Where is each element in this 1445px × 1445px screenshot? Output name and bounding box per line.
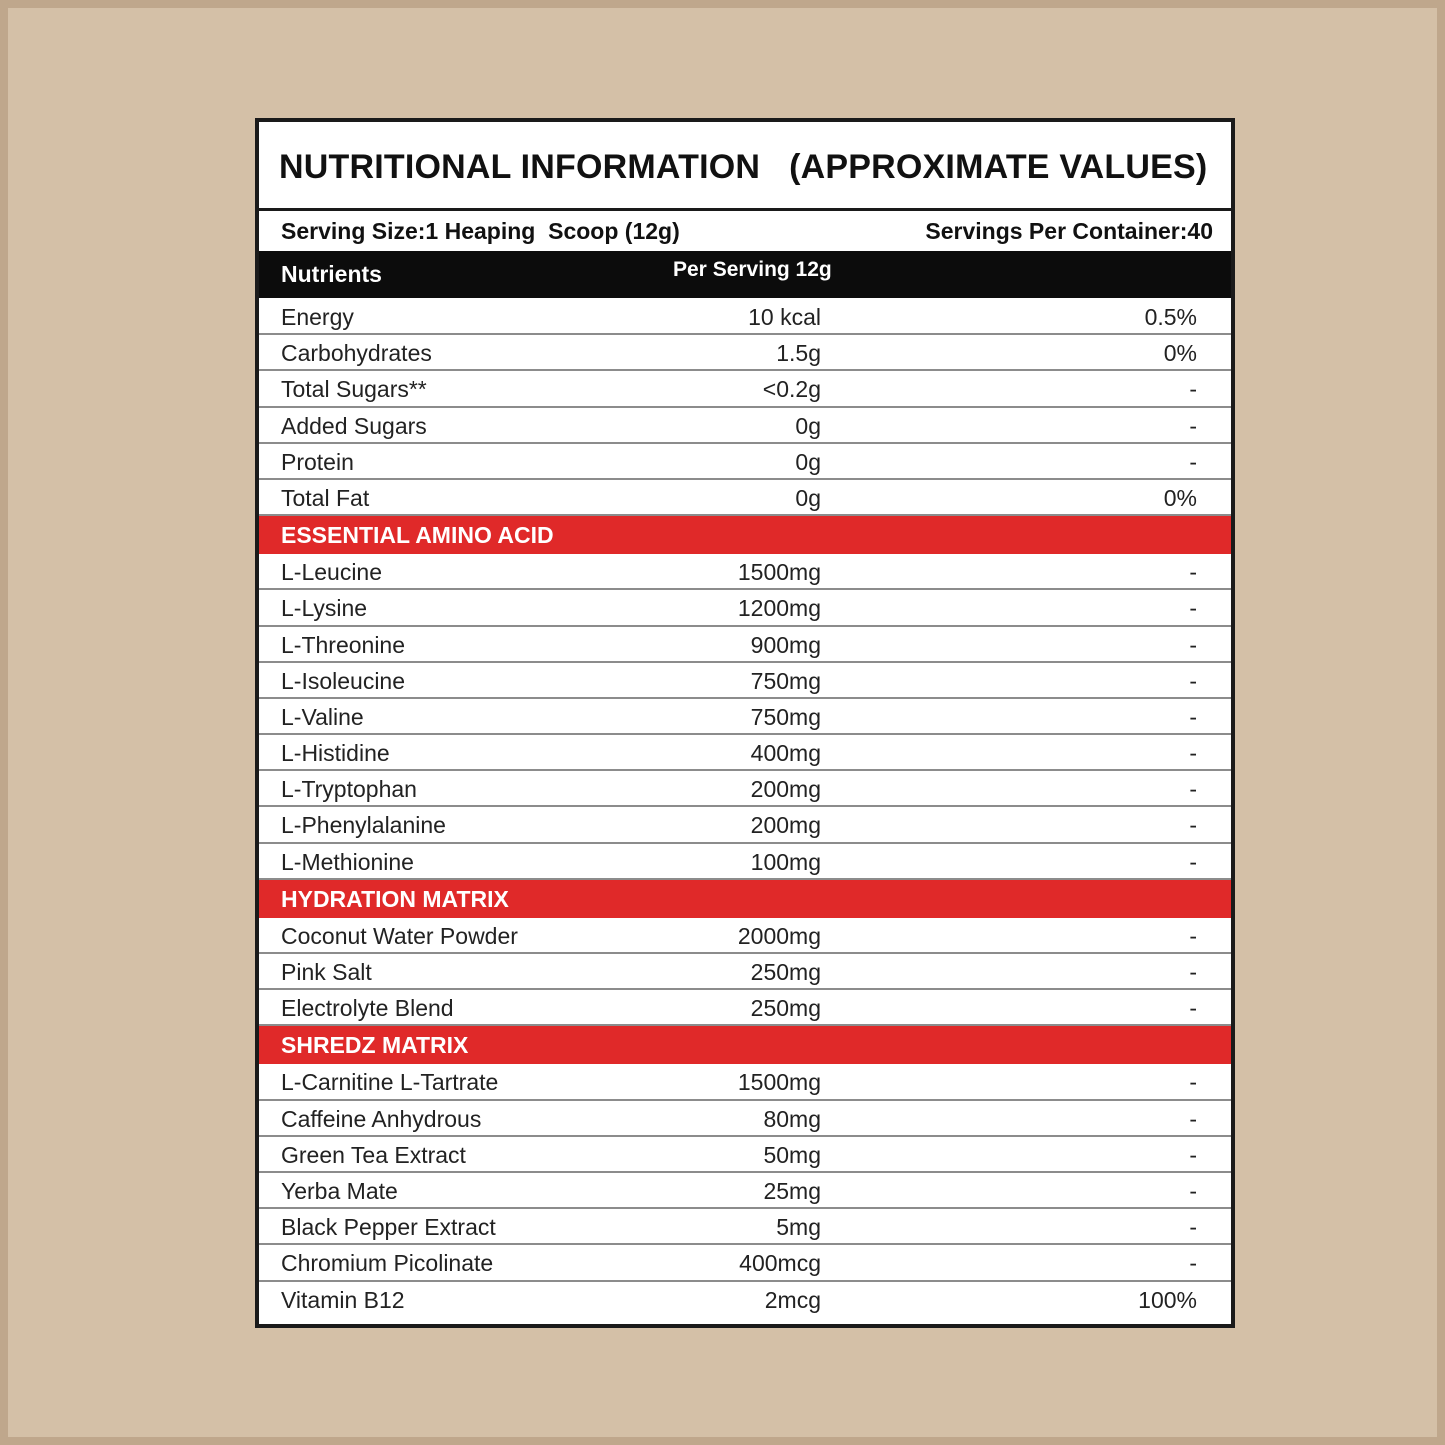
table-row [259,1173,1231,1209]
nutrient-amount: 200mg [750,812,821,839]
nutrient-amount: 250mg [750,959,821,985]
nutrient-name: L-Leucine [281,559,383,586]
nutrient-amount: 25mg [763,1177,821,1204]
nutrient-name: Black Pepper Extract [281,1214,496,1241]
per-serving-header: Per Serving 12g [673,258,832,281]
nutrient-name: Chromium Picolinate [281,1250,494,1277]
table-row [259,771,1231,807]
nutrient-amount: 750mg [750,703,821,730]
table-row [259,699,1231,735]
nutrient-name: L-Tryptophan [281,776,417,803]
nutrient-name: L-Threonine [281,631,406,658]
section-header-hydration [259,880,1231,918]
nutrient-amount: 1500mg [737,559,821,586]
servings-per-container: Servings Per Container:40 [925,218,1213,244]
daily-value: 0% [1163,340,1197,367]
table-row [259,371,1231,407]
nutrient-amount: 400mg [750,740,821,767]
daily-value: 100% [1138,1286,1197,1313]
nutrient-name: L-Histidine [281,740,390,767]
nutrient-amount: 5mg [776,1214,821,1241]
daily-value: - [1189,995,1197,1022]
daily-value: - [1189,412,1197,439]
table-row [259,735,1231,771]
nutrient-name: Added Sugars [281,412,427,439]
nutrient-amount: 1500mg [737,1069,821,1096]
serving-info [259,211,1231,251]
table-row [259,480,1231,516]
table-row [259,663,1231,699]
nutrient-amount: 900mg [750,631,821,658]
table-row [259,590,1231,626]
section-header-essential [259,516,1231,554]
table-row [259,1101,1231,1137]
daily-value: - [1189,631,1197,658]
daily-value: - [1189,959,1197,985]
table-row [259,1282,1231,1318]
nutrient-amount: 250mg [750,995,821,1022]
table-row [259,954,1231,990]
nutrient-name: Yerba Mate [281,1177,398,1204]
nutrient-name: Caffeine Anhydrous [281,1105,482,1132]
table-row [259,1064,1231,1100]
daily-value: - [1189,1250,1197,1277]
nutrient-name: Energy [281,304,354,330]
nutrient-name: Pink Salt [281,959,372,985]
nutrient-amount: <0.2g [762,376,821,403]
nutrient-name: L-Carnitine L-Tartrate [281,1069,499,1096]
daily-value: - [1189,922,1197,949]
table-row [259,844,1231,880]
nutrients-header: Nutrients [281,261,382,287]
nutrient-name: Coconut Water Powder [281,922,518,949]
nutrient-name: L-Isoleucine [281,667,406,694]
serving-size: Serving Size:1 Heaping Scoop (12g) [281,218,680,244]
daily-value: - [1189,1141,1197,1168]
nutrient-amount: 1.5g [776,340,821,367]
nutrient-name: L-Lysine [281,595,368,622]
nutrient-amount: 50mg [763,1141,821,1168]
daily-value: - [1189,812,1197,839]
section-title: SHREDZ MATRIX [281,1032,469,1059]
nutrient-name: Electrolyte Blend [281,995,454,1022]
daily-value: - [1189,376,1197,403]
daily-value: - [1189,448,1197,475]
daily-value: - [1189,740,1197,767]
nutrient-amount: 0g [795,448,821,475]
nutrient-name: L-Phenylalanine [281,812,446,839]
daily-value: - [1189,1069,1197,1096]
nutrient-amount: 0g [795,484,821,511]
table-row [259,627,1231,663]
label-title: NUTRITIONAL INFORMATION (APPROXIMATE VALUES) [279,148,1208,186]
nutrient-name: Carbohydrates [281,340,432,367]
nutrient-amount: 2000mg [737,922,821,949]
daily-value: - [1189,595,1197,622]
nutrient-amount: 2mcg [764,1286,821,1313]
nutrient-name: L-Methionine [281,848,414,875]
nutrient-amount: 400mcg [739,1250,821,1277]
daily-value: - [1189,1214,1197,1241]
section-title: HYDRATION MATRIX [281,885,509,912]
table-row [259,335,1231,371]
table-row [259,990,1231,1026]
nutrient-rows [259,299,1231,1318]
table-row [259,554,1231,590]
nutrient-amount: 100mg [750,848,821,875]
nutrient-name: Vitamin B12 [281,1286,405,1313]
nutrient-amount: 1200mg [737,595,821,622]
table-header [259,251,1231,298]
nutrient-amount: 200mg [750,776,821,803]
nutrition-label [255,118,1235,1328]
nutrient-name: Total Fat [281,484,370,511]
section-title: ESSENTIAL AMINO ACID [281,522,554,549]
daily-value: - [1189,1177,1197,1204]
nutrient-name: L-Valine [281,703,364,730]
nutrient-amount: 0g [795,412,821,439]
daily-value: 0.5% [1144,304,1197,330]
table-row [259,408,1231,444]
daily-value: - [1189,776,1197,803]
table-row [259,299,1231,335]
table-row [259,807,1231,843]
daily-value: - [1189,559,1197,586]
table-row [259,918,1231,954]
table-row [259,1245,1231,1281]
table-row [259,1209,1231,1245]
table-row [259,444,1231,480]
nutrient-name: Protein [281,448,354,475]
daily-value: - [1189,848,1197,875]
nutrient-name: Total Sugars** [281,376,427,403]
nutrient-amount: 750mg [750,667,821,694]
daily-value: - [1189,667,1197,694]
daily-value: 0% [1163,484,1197,511]
daily-value: - [1189,703,1197,730]
nutrient-amount: 10 kcal [748,304,821,330]
nutrient-amount: 80mg [763,1105,821,1132]
table-row [259,1137,1231,1173]
daily-value: - [1189,1105,1197,1132]
section-header-shredz [259,1026,1231,1064]
nutrient-name: Green Tea Extract [281,1141,466,1168]
